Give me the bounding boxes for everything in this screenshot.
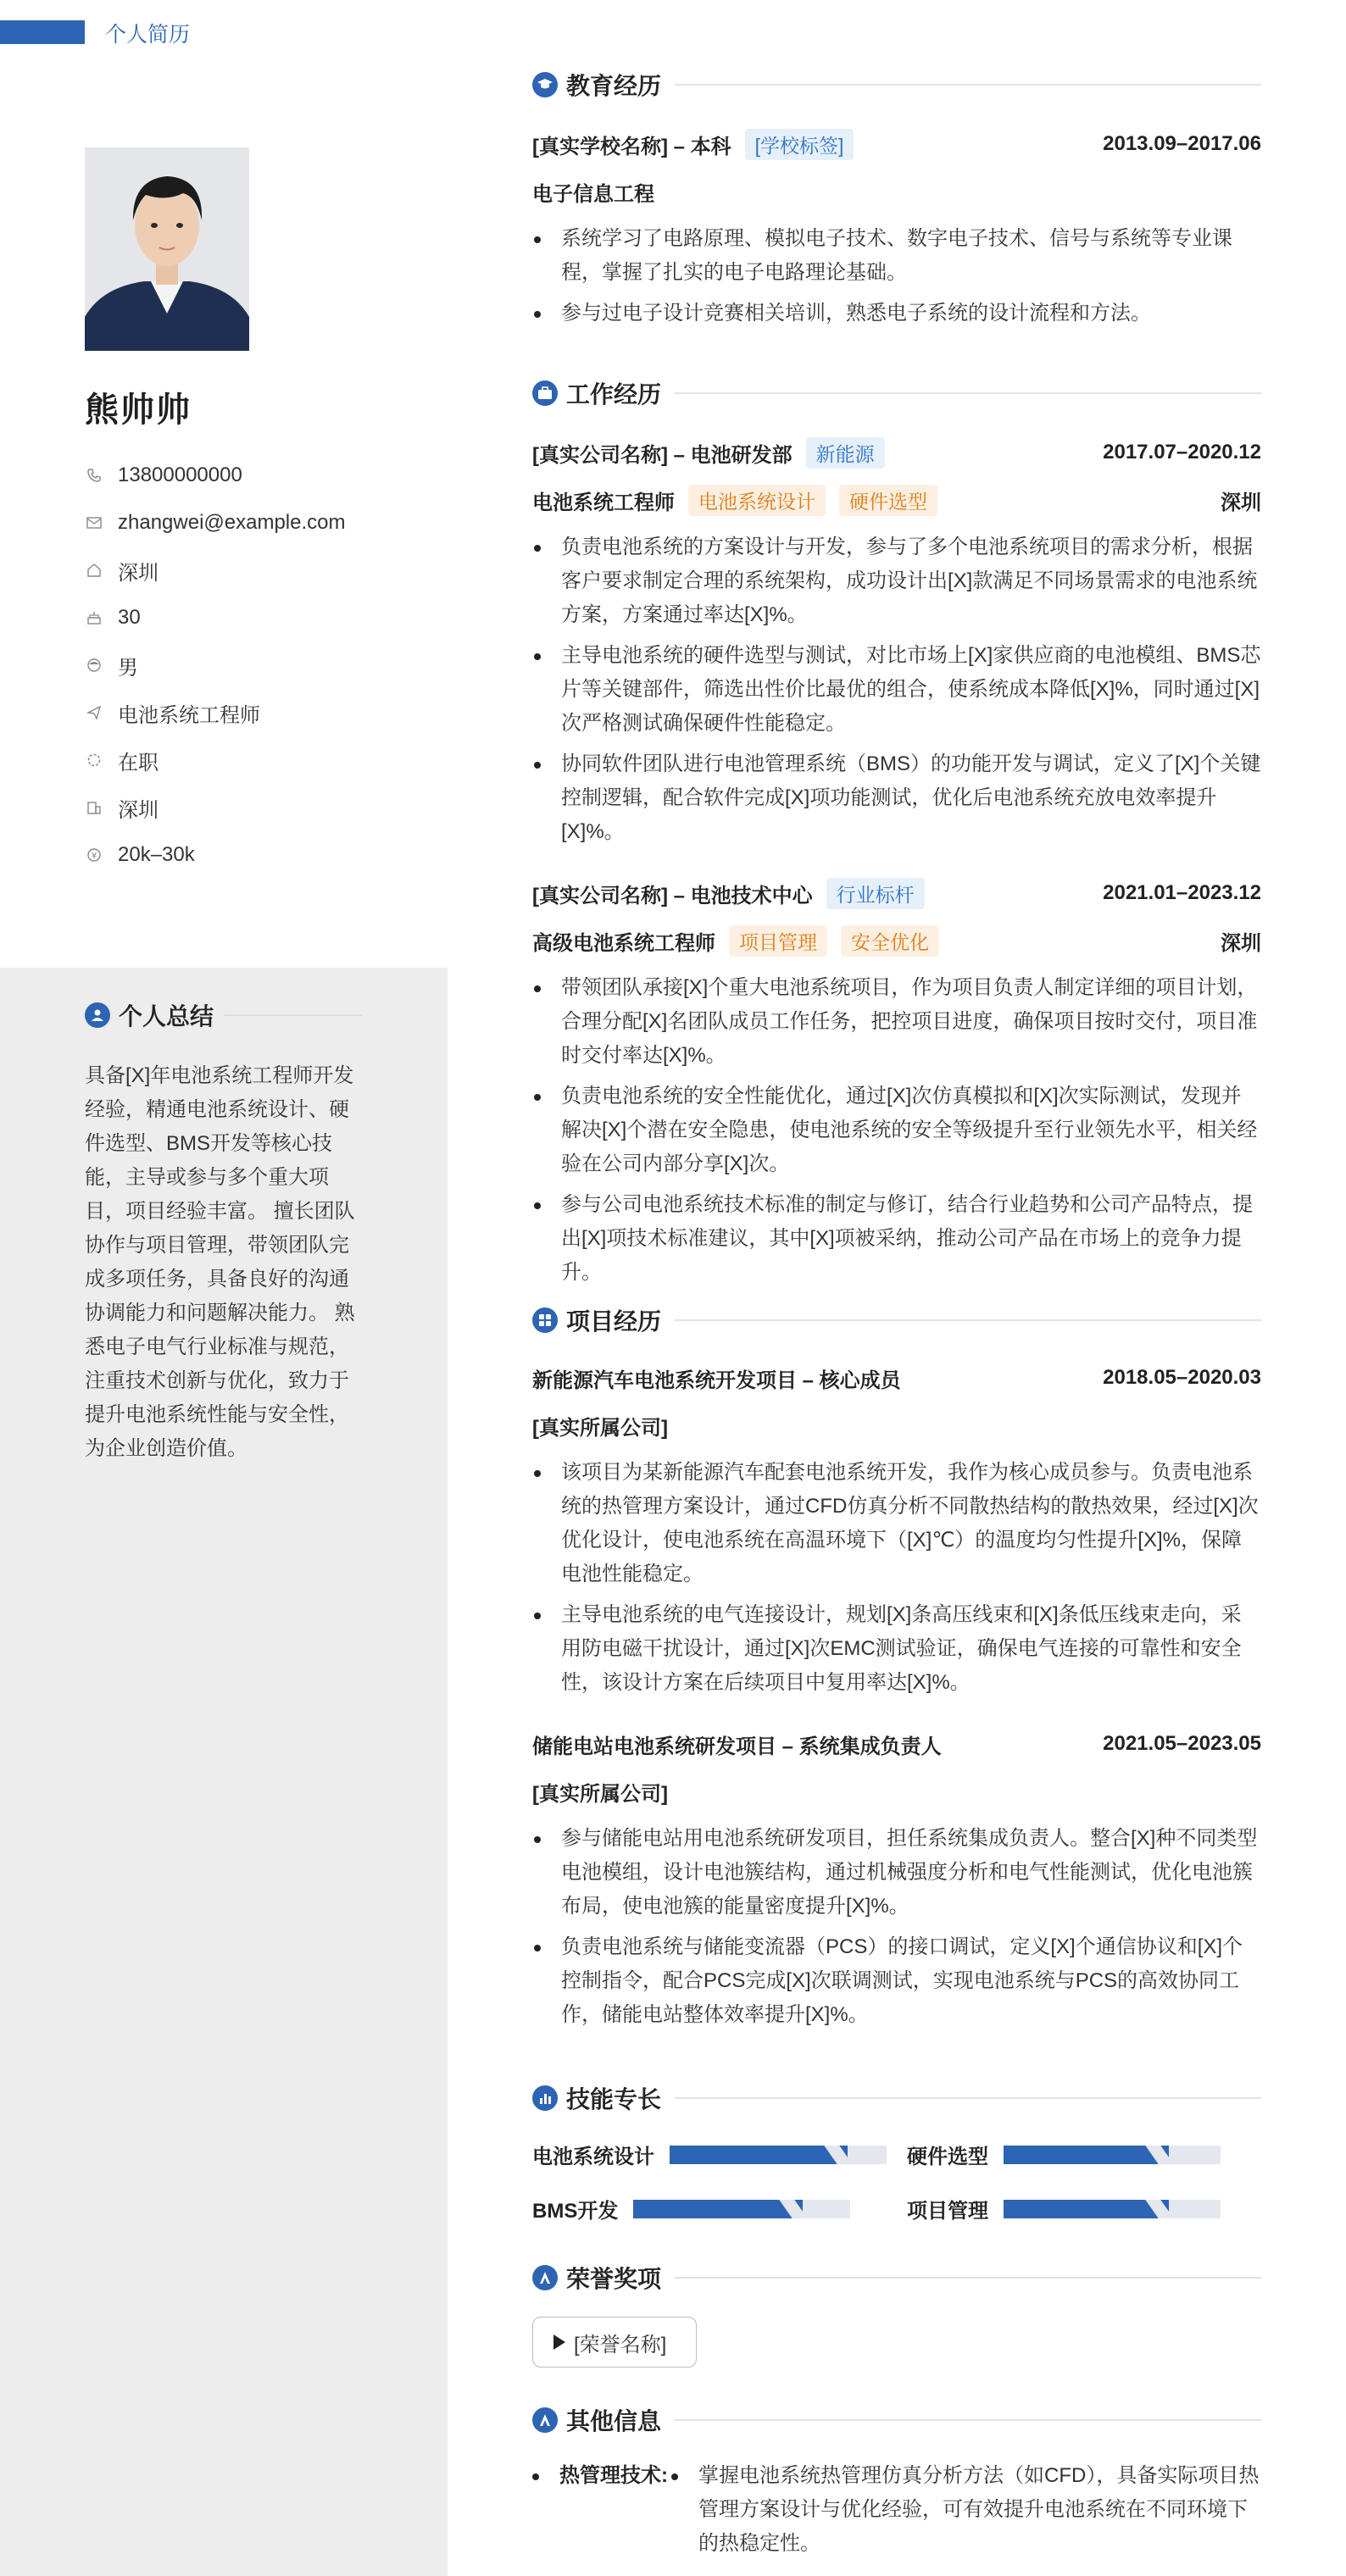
- major-row: [532, 175, 1261, 208]
- job-1-row: [532, 436, 1261, 469]
- play-icon: [553, 2334, 565, 2350]
- skill-bar: [1004, 2146, 1221, 2164]
- send-icon: [85, 703, 103, 722]
- job-1-bullets: [532, 530, 1261, 856]
- job-1-date: 2017.07–2020.12: [1103, 441, 1261, 464]
- list-item: 主导电池系统的硬件选型与测试，对比市场上[X]家供应商的电池模组、BMS芯片等关键部件，筛选出性价比最优的组合，使系统成本降低[X]%，同时通过[X]次严格测试确保硬件性能稳定。: [532, 639, 1261, 741]
- contact-info-list: [85, 452, 346, 879]
- other-heading: [532, 2403, 1261, 2437]
- project-1-company: [真实所属公司]: [532, 1416, 668, 1440]
- other-divider: [675, 2419, 1261, 2421]
- list-item: 参与公司电池系统技术标准的制定与修订，结合行业趋势和公司产品特点，提出[X]项技术标准建议，其中[X]项被采纳，推动公司产品在市场上的竞争力提升。: [532, 1188, 1261, 1290]
- info-gender-text: 男: [118, 656, 138, 680]
- job-2-skill-tag: 安全优化: [841, 925, 939, 957]
- info-phone: [85, 452, 346, 499]
- project-1-name: 新能源汽车电池系统开发项目 – 核心成员: [532, 1368, 901, 1392]
- honors-divider: [675, 2277, 1261, 2279]
- list-item: 负责电池系统与储能变流器（PCS）的接口调试，定义[X]个通信协议和[X]个控制指令，配合PCS完成[X]次联调测试，实现电池系统与PCS的高效协同工作，储能电站整体效率提升[X]%。: [532, 1930, 1261, 2032]
- skills-heading: [532, 2081, 1261, 2115]
- skill-fill: [1004, 2146, 1169, 2164]
- list-item: 参与过电子设计竞赛相关培训，熟悉电子系统的设计流程和方法。: [532, 297, 1261, 330]
- education-row: [532, 127, 1261, 161]
- phone-icon: [85, 466, 103, 485]
- skill-label: BMS开发: [532, 2200, 619, 2223]
- info-work-city: [85, 784, 346, 831]
- job-1-city: 深圳: [1221, 491, 1261, 514]
- info-position-text: 电池系统工程师: [118, 703, 260, 727]
- skill-bar: [1004, 2200, 1221, 2218]
- job-2-tag: 行业标杆: [826, 878, 925, 909]
- education-bullets: [532, 222, 1261, 337]
- info-position: [85, 689, 346, 736]
- info-phone-text: 13800000000: [118, 464, 242, 486]
- skill-item: [907, 2194, 1221, 2223]
- cake-icon: [85, 608, 103, 627]
- skill-item: [532, 2140, 887, 2169]
- info-age-text: 30: [118, 606, 141, 629]
- work-divider: [675, 392, 1261, 394]
- summary-text: 具备[X]年电池系统工程师开发经验，精通电池系统设计、硬件选型、BMS开发等核心技能，主导或参与多个重大项目，项目经验丰富。 擅长团队协作与项目管理，带领团队完成多项任务，具备良好的沟通协调能力和问题解决能力。 熟悉电子电气行业标准与规范，注重技术创新与优化，致力于提升电池系统性能与安全性，为企业创造价值。: [85, 1064, 355, 1460]
- graduation-cap-icon: [532, 72, 558, 97]
- info-location: [85, 547, 346, 594]
- job-2-bullets: [532, 971, 1261, 1296]
- other-item: [532, 2459, 1261, 2561]
- skills-title: 技能专长: [566, 2086, 662, 2112]
- job-1-company: [真实公司名称] – 电池研发部: [532, 443, 793, 467]
- school-name: [真实学校名称] – 本科: [532, 135, 731, 158]
- job-2-company: [真实公司名称] – 电池技术中心: [532, 884, 813, 908]
- summary-heading: [85, 998, 363, 1032]
- project-2-name: 储能电站电池系统研发项目 – 系统集成负责人: [532, 1735, 942, 1758]
- bullet-dot: [532, 2473, 539, 2480]
- list-item: 参与储能电站用电池系统研发项目，担任系统集成负责人。整合[X]种不同类型电池模组，设计电池簇结构，通过机械强度分析和电气性能测试，优化电池簇布局，使电池簇的能量密度提升[X]%。: [532, 1822, 1261, 1924]
- skill-label: 电池系统设计: [532, 2146, 654, 2168]
- education-divider: [675, 84, 1261, 86]
- skills-divider: [675, 2097, 1261, 2099]
- job-2-skill-tag: 项目管理: [729, 925, 827, 957]
- list-item: 主导电池系统的电气连接设计，规划[X]条高压线束和[X]条低压线束走向，采用防电磁干扰设计，通过[X]次EMC测试验证，确保电气连接的可靠性和安全性，该设计方案在后续项目中复用率达[X]%。: [532, 1598, 1261, 1700]
- honor-label: [荣誉名称]: [574, 2333, 667, 2357]
- info-location-text: 深圳: [118, 561, 159, 585]
- mail-icon: [85, 514, 103, 532]
- work-title: 工作经历: [566, 381, 662, 408]
- list-item: 带领团队承接[X]个重大电池系统项目，作为项目负责人制定详细的项目计划，合理分配[X]名团队成员工作任务，把控项目进度，确保项目按时交付，项目准时交付率达[X]%。: [532, 971, 1261, 1073]
- job-1-position: 电池系统工程师: [532, 491, 675, 514]
- list-item: 负责电池系统的方案设计与开发，参与了多个电池系统项目的需求分析，根据客户要求制定合理的系统架构，成功设计出[X]款满足不同场景需求的电池系统方案，方案通过率达[X]%。: [532, 530, 1261, 632]
- job-1-position-row: [532, 483, 1261, 517]
- education-heading: [532, 68, 1261, 102]
- gender-icon: [85, 656, 103, 675]
- award-icon: [532, 2265, 558, 2290]
- grid-icon: [532, 1307, 558, 1333]
- project-2-company-row: [532, 1774, 1261, 1808]
- other-item-key: 热管理技术:: [559, 2464, 668, 2487]
- job-1-skill-tag: 硬件选型: [839, 485, 937, 516]
- project-1-bullets: [532, 1456, 1261, 1707]
- profile-photo: [85, 147, 249, 351]
- list-item: 协同软件团队进行电池管理系统（BMS）的功能开发与调试，定义了[X]个关键控制逻辑，配合软件完成[X]项功能测试，优化后电池系统充放电效率提升[X]%。: [532, 747, 1261, 849]
- project-1-row: [532, 1361, 1261, 1395]
- other-item-value: 掌握电池系统热管理仿真分析方法（如CFD），具备实际项目热管理方案设计与优化经验，可有效提升电池系统在不同环境下的热稳定性。: [670, 2459, 1261, 2561]
- projects-divider: [675, 1319, 1261, 1321]
- summary-title: 个人总结: [119, 1003, 214, 1030]
- honors-heading: [532, 2261, 1261, 2295]
- briefcase-icon: [532, 380, 558, 406]
- info-work-city-text: 深圳: [118, 798, 159, 822]
- job-2-row: [532, 876, 1261, 910]
- job-1-tag: 新能源: [806, 437, 885, 469]
- projects-heading: [532, 1303, 1261, 1337]
- salary-icon: [85, 846, 103, 864]
- honor-item[interactable]: [532, 2317, 697, 2368]
- job-2-city: 深圳: [1221, 931, 1261, 955]
- summary-divider: [224, 1014, 363, 1016]
- project-2-row: [532, 1727, 1261, 1761]
- honors-title: 荣誉奖项: [566, 2266, 662, 2292]
- project-2-date: 2021.05–2023.05: [1103, 1732, 1261, 1755]
- job-2-position-row: [532, 924, 1261, 958]
- project-2-company: [真实所属公司]: [532, 1782, 668, 1806]
- award-icon: [532, 2407, 558, 2433]
- projects-title: 项目经历: [566, 1308, 662, 1335]
- sidebar: [0, 0, 448, 2576]
- info-status-text: 在职: [118, 751, 159, 774]
- skill-fill: [670, 2146, 848, 2164]
- bar-chart-icon: [532, 2085, 558, 2111]
- list-item: 系统学习了电路原理、模拟电子技术、数字电子技术、信号与系统等专业课程，掌握了扎实的电子电路理论基础。: [532, 222, 1261, 290]
- info-salary: [85, 831, 346, 879]
- job-2-position: 高级电池系统工程师: [532, 931, 715, 955]
- work-heading: [532, 376, 1261, 410]
- skill-fill: [1004, 2200, 1169, 2218]
- info-salary-text: 20k–30k: [118, 843, 195, 866]
- info-gender: [85, 641, 346, 689]
- job-1-skill-tag: 电池系统设计: [688, 485, 826, 516]
- education-title: 教育经历: [566, 73, 662, 99]
- list-item: 该项目为某新能源汽车配套电池系统开发，我作为核心成员参与。负责电池系统的热管理方案设计，通过CFD仿真分析不同散热结构的散热效果，经过[X]次优化设计，使电池系统在高温环境下（[X]℃）的温度均匀性提升[X]%，保障电池性能稳定。: [532, 1456, 1261, 1591]
- candidate-name: 熊帅帅: [85, 391, 192, 429]
- page-title: 个人简历: [105, 23, 191, 47]
- other-title: 其他信息: [566, 2408, 662, 2434]
- building-icon: [85, 798, 103, 817]
- skill-label: 硬件选型: [907, 2146, 988, 2168]
- list-item: 负责电池系统的安全性能优化，通过[X]次仿真模拟和[X]次实际测试，发现并解决[X]个潜在安全隐患，使电池系统的安全等级提升至行业领先水平，相关经验在公司内部分享[X]次。: [532, 1080, 1261, 1181]
- info-email-text: zhangwei@example.com: [118, 511, 346, 534]
- svg-text:¥: ¥: [91, 852, 97, 861]
- skill-item: [907, 2140, 1221, 2169]
- project-2-bullets: [532, 1822, 1261, 2039]
- info-status: [85, 736, 346, 784]
- education-date: 2013.09–2017.06: [1103, 132, 1261, 155]
- skill-item: [532, 2194, 850, 2223]
- job-2-date: 2021.01–2023.12: [1103, 881, 1261, 904]
- skill-bar: [670, 2146, 887, 2164]
- project-1-company-row: [532, 1408, 1261, 1442]
- user-icon: [85, 1002, 110, 1028]
- project-1-date: 2018.05–2020.03: [1103, 1366, 1261, 1389]
- school-tag: [学校标签]: [745, 129, 854, 160]
- skill-label: 项目管理: [907, 2200, 988, 2223]
- status-icon: [85, 751, 103, 769]
- info-email: [85, 499, 346, 547]
- major: 电子信息工程: [532, 182, 654, 206]
- home-icon: [85, 561, 103, 580]
- skill-bar: [633, 2200, 850, 2218]
- info-age: [85, 594, 346, 641]
- skill-fill: [633, 2200, 803, 2218]
